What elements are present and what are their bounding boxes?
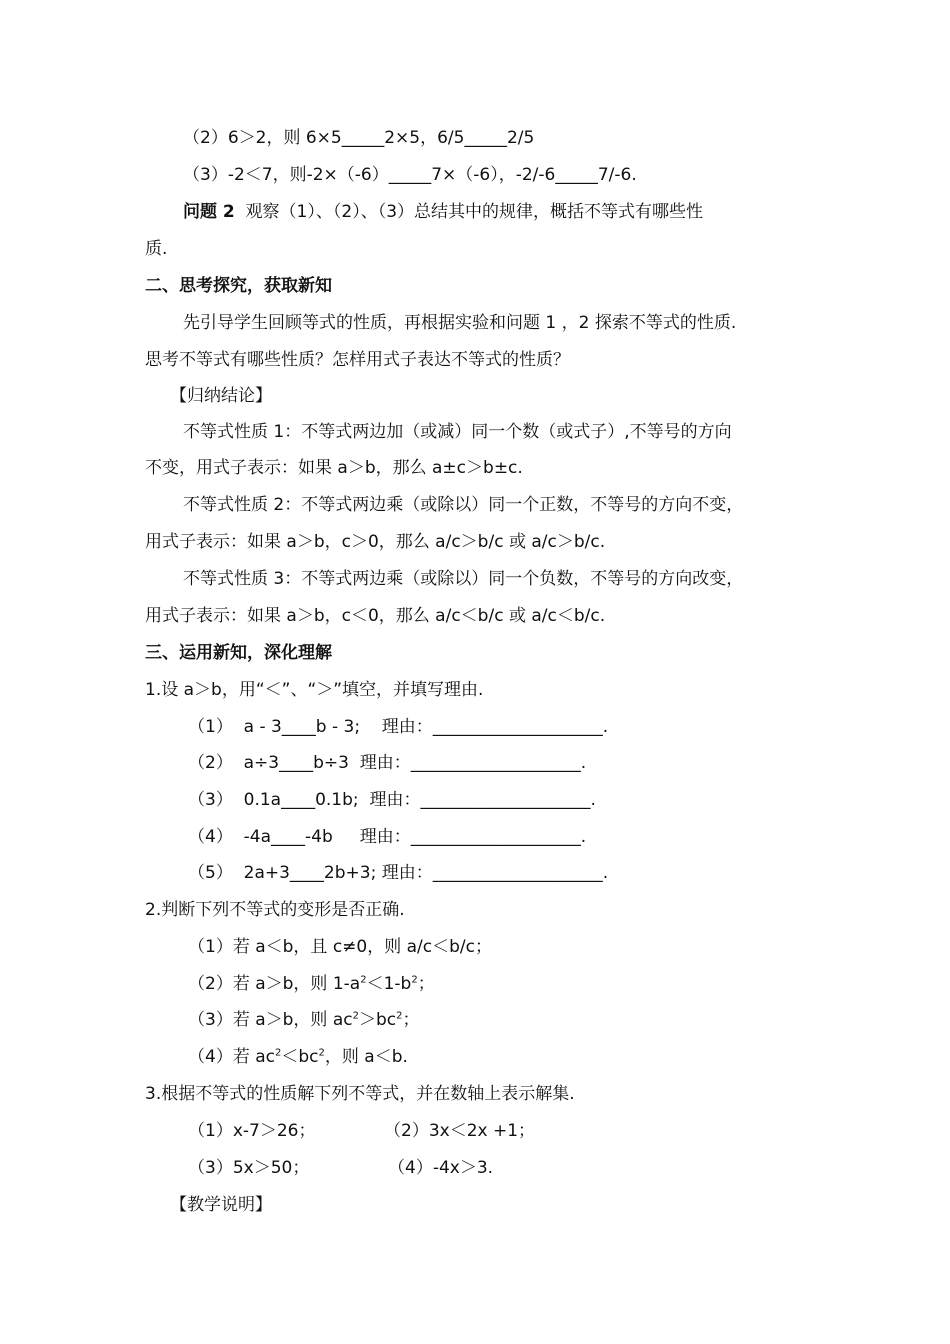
property-1-cont: 不变，用式子表示：如果 a＞b，那么 a±c＞b±c. <box>145 458 523 478</box>
text-run: ； <box>417 974 435 994</box>
section-3-heading: 三、运用新知，深化理解 <box>145 643 332 663</box>
exercise-2-title: 2.判断下列不等式的变形是否正确. <box>145 900 405 920</box>
intro-line-2: （2）6＞2，则 6×5_____2×5，6/5_____2/5 <box>183 128 535 148</box>
text-run: （3）若 a＞b，则 ac <box>188 1010 353 1030</box>
property-2: 不等式性质 2：不等式两边乘（或除以）同一个正数，不等号的方向不变， <box>183 495 744 515</box>
exercise-1-item: （3） 0.1a____0.1b; 理由：____________________. <box>188 790 596 810</box>
section-2-para-1: 先引导学生回顾等式的性质，再根据实验和问题 1 ，2 探索不等式的性质. <box>183 313 737 333</box>
exercise-3-item-3: （3）5x＞50； <box>188 1158 310 1178</box>
exercise-1-title: 1.设 a＞b，用“＜”、“＞”填空，并填写理由. <box>145 680 484 700</box>
question-2-label: 问题 2 <box>183 202 235 222</box>
exercise-1-item: （5） 2a+3____2b+3; 理由：____________________. <box>188 863 609 883</box>
superscript: 2 <box>274 1047 282 1059</box>
question-2-continued: 质. <box>145 239 168 259</box>
text-run: （2）若 a＞b，则 1-a <box>188 974 361 994</box>
property-3: 不等式性质 3：不等式两边乘（或除以）同一个负数，不等号的方向改变， <box>183 569 744 589</box>
exercise-2-item-1: （1）若 a＜b，且 c≠0，则 a/c＜b/c； <box>188 937 492 957</box>
text-run: ＜1-b <box>366 974 412 994</box>
text-run: ＜bc <box>281 1047 319 1067</box>
superscript: 2 <box>396 1010 403 1022</box>
property-1: 不等式性质 1：不等式两边加（或减）同一个数（或式子）,不等号的方向 <box>183 422 732 442</box>
conclusion-label: 【归纳结论】 <box>170 386 272 406</box>
superscript: 2 <box>352 1010 359 1022</box>
text-run: ，则 a＜b. <box>324 1047 408 1067</box>
exercise-3-item-1: （1）x-7＞26； <box>188 1121 316 1141</box>
exercise-1-item: （2） a÷3____b÷3 理由：____________________. <box>188 753 587 773</box>
exercise-1-item: （1） a - 3____b - 3; 理由：____________________. <box>188 717 609 737</box>
exercise-3-item-2: （2）3x＜2x +1； <box>384 1121 536 1141</box>
superscript: 2 <box>360 974 367 986</box>
section-2-heading: 二、思考探究，获取新知 <box>145 276 332 296</box>
exercise-2-item-2 <box>188 973 435 995</box>
text-run: ； <box>402 1010 420 1030</box>
superscript: 2 <box>318 1047 325 1059</box>
exercise-1-item: （4） -4a____-4b 理由：____________________. <box>188 827 587 847</box>
text-run: （4）若 ac <box>188 1047 275 1067</box>
teaching-note-label: 【教学说明】 <box>170 1195 272 1215</box>
text-run: ＞bc <box>358 1010 397 1030</box>
exercise-3-item-4: （4）-4x＞3. <box>388 1158 494 1178</box>
exercise-2-item-3 <box>188 1009 420 1031</box>
intro-line-3: （3）-2＜7，则-2×（-6）_____7×（-6），-2/-6_____7/-6. <box>183 165 637 185</box>
superscript: 2 <box>411 974 418 986</box>
exercise-2-item-4 <box>188 1046 408 1068</box>
property-2-cont: 用式子表示：如果 a＞b，c＞0，那么 a/c＞b/c 或 a/c＞b/c. <box>145 532 606 552</box>
question-2 <box>183 201 703 223</box>
question-2-text: 观察（1）、（2）、（3）总结其中的规律，概括不等式有哪些性 <box>234 202 704 222</box>
section-2-para-1-cont: 思考不等式有哪些性质？怎样用式子表达不等式的性质？ <box>145 350 570 370</box>
exercise-3-title: 3.根据不等式的性质解下列不等式，并在数轴上表示解集. <box>145 1084 575 1104</box>
property-3-cont: 用式子表示：如果 a＞b，c＜0，那么 a/c＜b/c 或 a/c＜b/c. <box>145 606 606 626</box>
